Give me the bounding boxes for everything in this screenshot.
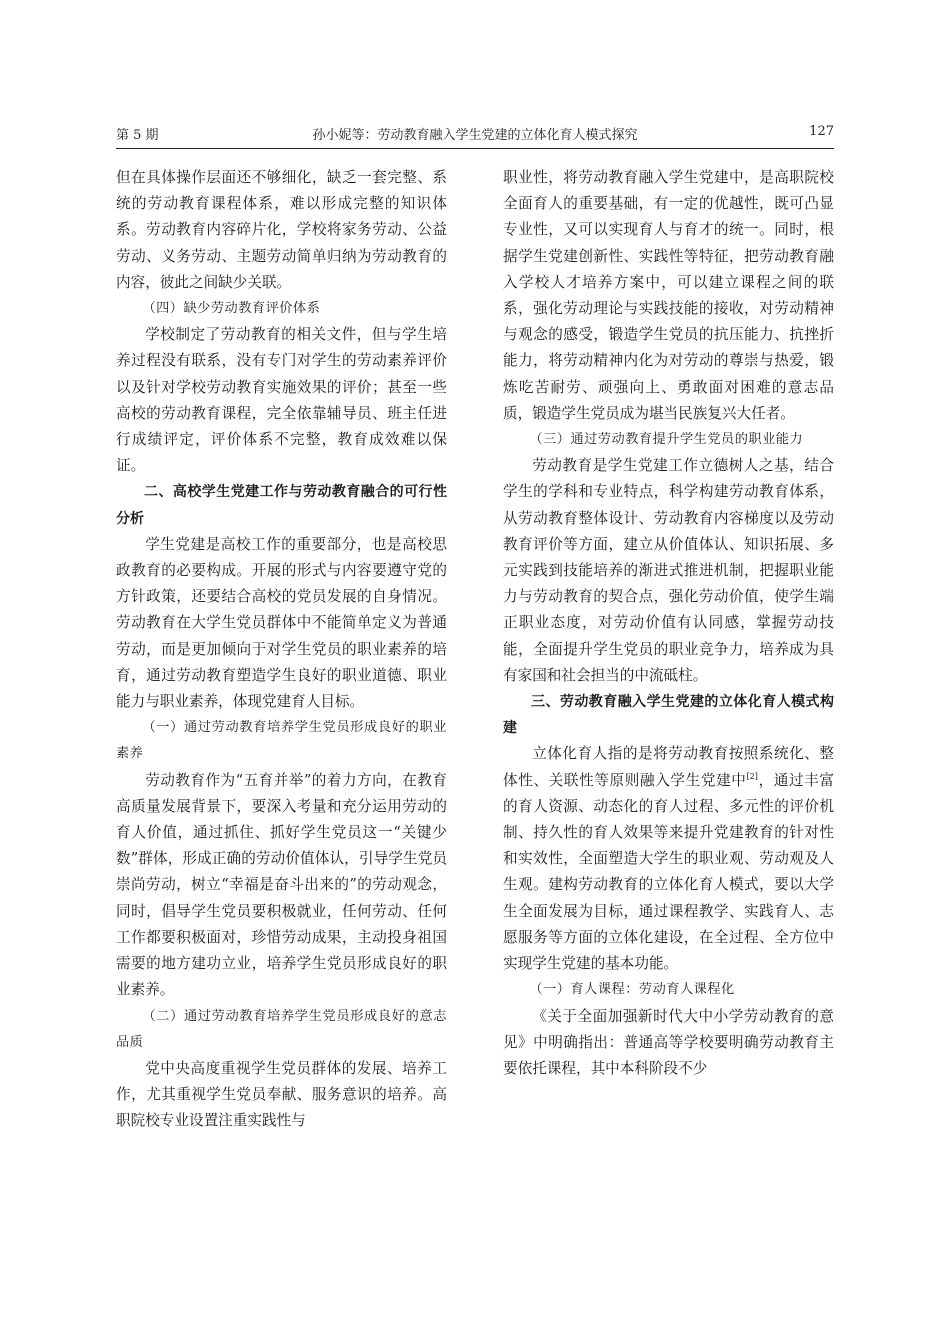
- section-heading: 三、劳动教育融入学生党建的立体化育人模式构建: [503, 694, 834, 737]
- paragraph: 党中央高度重视学生党员群体的发展、培养工作，尤其重视学生党员奉献、服务意识的培养。高职院校专业设置注重实践性与: [116, 1059, 447, 1130]
- subsection-heading: （一）育人课程：劳动育人课程化: [529, 982, 735, 998]
- paragraph-text: ，通过丰富的育人资源、动态化的育人过程、多元性的评价机制、持久性的育人效果等来提升党建教育的针对性和实效性，全面塑造大学生的职业观、劳动观及人生观。建构劳动教育的立体化育人模式，要以大学生全面发展为目标，通过课程教学、实践育人、志愿服务等方面的立体化建设，在全过程、全方位中实现学生党建的基本功能。: [503, 771, 834, 973]
- header-rule: [116, 148, 834, 149]
- subsection-heading: （一）通过劳动教育培养学生党员形成良好的职业素养: [116, 720, 447, 762]
- running-title: 孙小妮等：劳动教育融入学生党建的立体化育人模式探究: [312, 128, 638, 143]
- paragraph: 但在具体操作层面还不够细化，缺乏一套完整、系统的劳动教育课程体系，难以形成完整的知识体系。劳动教育内容碎片化，学校将家务劳动、公益劳动、义务劳动、主题劳动简单归纳为劳动教育的内容，彼此之间缺少关联。: [116, 169, 447, 291]
- paragraph: 职业性，将劳动教育融入学生党建中，是高职院校全面育人的重要基础，有一定的优越性，既可凸显专业性，又可以实现育人与育才的统一。同时，根据学生党建创新性、实践性等特征，把劳动教育融入学校人才培养方案中，可以建立课程之间的联系，强化劳动理论与实践技能的接收，对劳动精神与观念的感受，锻造学生党员的抗压能力、抗挫折能力，将劳动精神内化为对劳动的尊崇与热爱，锻炼吃苦耐劳、顽强向上、勇敢面对困难的意志品质，锻造学生党员成为堪当民族复兴大任者。: [503, 169, 834, 422]
- section-heading: 二、高校学生党建工作与劳动教育融合的可行性分析: [116, 484, 447, 527]
- subsection-heading: （四）缺少劳动教育评价体系: [142, 301, 321, 317]
- left-column: [116, 165, 447, 1245]
- issue-number: 第 5 期: [116, 128, 159, 143]
- right-column: [503, 165, 834, 1245]
- paragraph-text: 立体化育人指的是将劳动教育按照系统化、整体性、关联性等原则融入学生党建中: [503, 745, 834, 789]
- page-number: 127: [809, 124, 834, 139]
- subsection-heading: （三）通过劳动教育提升学生党员的职业能力: [529, 432, 804, 448]
- paragraph: 学校制定了劳动教育的相关文件，但与学生培养过程没有联系，没有专门对学生的劳动素养评价以及针对学校劳动教育实施效果的评价；甚至一些高校的劳动教育课程，完全依靠辅导员、班主任进行成绩评定，评价体系不完整，教育成效难以保证。: [116, 326, 447, 475]
- paragraph: 学生党建是高校工作的重要部分，也是高校思政教育的必要构成。开展的形式与内容要遵守党的方针政策，还要结合高校的党员发展的自身情况。劳动教育在大学生党员群体中不能简单定义为普通劳动，而是更加倾向于对学生党员的职业素养的培育，通过劳动教育塑造学生良好的职业道德、职业能力与职业素养，体现党建育人目标。: [116, 535, 447, 711]
- paragraph: [503, 741, 834, 977]
- running-header: [116, 124, 834, 146]
- paragraph: 劳动教育作为“五育并举”的着力方向，在教育高质量发展背景下，要深入考量和充分运用劳动的育人价值，通过抓住、抓好学生党员这一“关键少数”群体，形成正确的劳动价值体认，引导学生党员崇尚劳动，树立“幸福是奋斗出来的”的劳动观念，同时，倡导学生党员要积极就业，任何劳动、任何工作都要积极面对，珍惜劳动成果，主动投身祖国需要的地方建功立业，培养学生党员形成良好的职业素养。: [116, 771, 447, 999]
- paragraph: 《关于全面加强新时代大中小学劳动教育的意见》中明确指出：普通高等学校要明确劳动教育主要依托课程，其中本科阶段不少: [503, 1007, 834, 1077]
- citation-marker: [2]: [746, 771, 758, 781]
- subsection-heading: （二）通过劳动教育培养学生党员形成良好的意志品质: [116, 1008, 447, 1050]
- paragraph: 劳动教育是学生党建工作立德树人之基，结合学生的学科和专业特点，科学构建劳动教育体系，从劳动教育整体设计、劳动教育内容梯度以及劳动教育评价等方面，建立从价值体认、知识拓展、多元实践到技能培养的渐进式推进机制，把握职业能力与劳动教育的契合点，强化劳动价值，使学生端正职业态度，对劳动价值有认同感，掌握劳动技能，全面提升学生党员的职业竞争力，培养成为具有家国和社会担当的中流砥柱。: [503, 457, 834, 684]
